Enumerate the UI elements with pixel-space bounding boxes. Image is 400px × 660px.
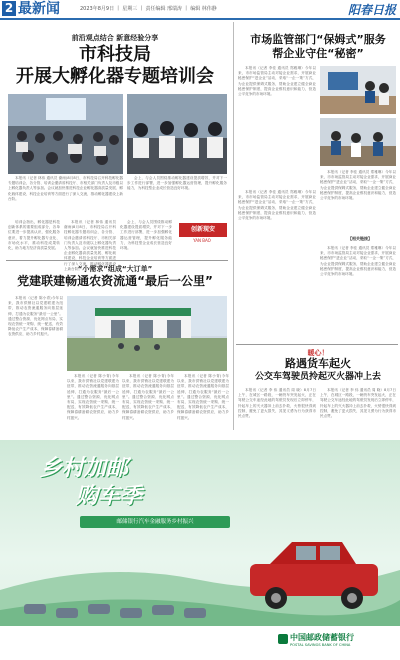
rural-supply-photo-art [67, 296, 227, 371]
article4-paragraph: 本报讯（记者 李 伟 通讯员 周 晓）8月7日上午，在城区一路段，一辆货车突发起火，正在驾驶公交车途经此地的驾驶员发现后立即停车，拎起车上的灭火器冲上前去扑救，火势很快得到控制，避免了更大损失，其见义勇为行为获得市民点赞。 [238, 388, 316, 419]
article3-headline-1: 市场监管部门“保姆式”服务 [250, 33, 386, 46]
page-number: 2 [2, 1, 16, 16]
ad-slogan: 邮储银行汽车金融服务乡村振兴 [80, 516, 230, 528]
article4-headline-2: 公交车驾驶员拎起灭火器冲上去 [254, 372, 381, 382]
article1-paragraph: 本报讯（记者 林伟 通讯员 谢雨)8月8日，市科技局召开科技孵化器专题培训会，各分管、培训会邀请省科技厅、市相关部门负责人及市级以上孵化器负责人等参加。会议就加快推进科技企业孵化器高质量发展、孵化载体建设、科技企业培育等方面进行了深入交流，推动孵化器建设上新台阶。 [8, 176, 123, 201]
article3-body-col3 [238, 190, 316, 340]
article1-body-col4 [64, 220, 116, 271]
issue-info: 2023年8月9日 丨 星期三 丨 责任编辑 邢瑞涛 丨 编辑 林伟静 [80, 6, 217, 12]
article1-body-col3 [8, 220, 60, 258]
article4-body-col2 [320, 388, 396, 430]
article4-paragraph: 本报讯（记者 李 伟 通讯员 周 晓）8月7日上午，在城区一路段，一辆货车突发起火，正在驾驶公交车途经此地的驾驶员发现后立即停车，拎起车上的灭火器冲上前去扑救，火势很快得到控制，避免了更大损失，其见义勇为行为获得市民点赞。 [320, 388, 396, 419]
article3-headline-2: 帮企业守住“秘密” [272, 47, 364, 60]
article1-paragraph: 会上，与会人员围绕推动孵化器建设提质增效，并对下一步工作进行部署，进一步加强孵化器运营管理，提升孵化服务能力，为科技型企业成长营造良好环境。 [120, 220, 172, 251]
article4-kicker: 暖心！ [307, 349, 329, 357]
article1-paragraph: 会上，与会人员围绕推动孵化器建设提质增效，并对下一步工作进行部署，进一步加强孵化器运营管理，提升孵化服务能力，为科技型企业成长营造良好环境。 [127, 176, 227, 191]
page-header [0, 0, 400, 20]
bank-name: 中国邮政储蓄银行 [290, 633, 354, 642]
article1-paragraph: 本报讯（记者 林伟 通讯员 谢雨)8月8日，市科技局召开科技孵化器专题培训会，各分管、培训会邀请省科技厅、市相关部门负责人及市级以上孵化器负责人等参加。会议就加快推进科技企业孵化器高质量发展、孵化载体建设、科技企业培育等方面进行了深入交流，推动孵化器建设上新台阶。 [64, 220, 116, 271]
rural-supply-photo [67, 296, 227, 371]
article1-body-col5 [120, 220, 172, 258]
postal-bank-icon [278, 634, 288, 644]
article4-headline-1: 路遇货车起火 [285, 357, 351, 370]
article2-body-col2 [67, 374, 119, 426]
article2-headline: 党建联建畅通农资流通“最后一公里” [17, 274, 213, 288]
article3-body-col2 [320, 170, 396, 230]
article2-paragraph: 本报讯（记者 陈小青)今年以来，我市供销社以党建联建为纽带，推动农资流通服务向基层延伸，打通为农服务“最后一公里”。通过整合资源、优化网点布局，实现农资统一采购、统一配送，有效降低农户生产成本，保障春耕备耕农资供应，助力乡村振兴。 [177, 374, 229, 420]
brand-badge-sub: YAN BAO [193, 238, 211, 243]
divider [6, 260, 228, 261]
article1-body-col2 [127, 176, 227, 218]
article2-paragraph: 本报讯（记者 陈小青)今年以来，我市供销社以党建联建为纽带，推动农资流通服务向基层延伸，打通为农服务“最后一公里”。通过整合资源、优化网点布局，实现农资统一采购、统一配送，有效降低农户生产成本，保障春耕备耕农资供应，助力乡村振兴。 [122, 374, 174, 420]
column-divider [233, 22, 234, 430]
article3-paragraph: 本报讯（记者 李佳 通讯员 郑雅琳）今年以来，市市场监管局主动对接企业需求，开展商业秘密保护“进企业”活动，采取“一企一策”方式，为企业提供保姆式服务，帮助企业建立健全商业秘密保护制度，提高企业维权意识和能力，营造公平竞争的市场环境。 [320, 170, 396, 201]
article3-related-body [320, 246, 396, 341]
office-visit-photo-2-art [320, 118, 396, 166]
ad-title-1: 乡村加邮 [40, 456, 129, 481]
article1-body-col1 [8, 176, 123, 218]
article1-paragraph: 培训会指出，孵化器是科技创新体系的重要组成部分，各单位要进一步提高认识，强化服务意识，着力提升孵化器专业化、市场化水平，推动科技成果转化，助力地方经济高质量发展。 [8, 220, 60, 251]
article4-body-col1 [238, 388, 316, 430]
brand-badge: 创新现安 [178, 222, 228, 238]
article2-paragraph: 本报讯（记者 陈小青)今年以来，我市供销社以党建联建为纽带，推动农资流通服务向基层延伸，打通为农服务“最后一公里”。通过整合资源、优化网点布局，实现农资统一采购、统一配送，有效降低农户生产成本，保障春耕备耕农资供应，助力乡村振兴。 [67, 374, 119, 420]
training-meeting-photo-art [8, 94, 123, 174]
article3-paragraph: 本报讯（记者 李佳 通讯员 郑雅琳）今年以来，市市场监管局主动对接企业需求，开展商业秘密保护“进企业”活动，采取“一企一策”方式，为企业提供保姆式服务，帮助企业建立健全商业秘密保护制度，提高企业维权意识和能力，营造公平竞争的市场环境。 [320, 246, 396, 277]
article3-body-col1 [238, 66, 316, 186]
newspaper-logo: 阳春日报 [347, 3, 396, 17]
participants-photo [127, 94, 227, 174]
article1-kicker: 前沿观点结合 新意经验分享 [71, 34, 159, 42]
office-visit-photo-1-art [320, 66, 396, 114]
article2-body-col3 [122, 374, 174, 426]
article2-body-col1 [8, 296, 63, 426]
article1-headline-1: 市科技局 [79, 44, 151, 65]
article1-headline-2: 开展大孵化器专题培训会 [16, 66, 214, 87]
article3-paragraph: 本报讯（记者 李佳 通讯员 郑雅琳）今年以来，市市场监管局主动对接企业需求，开展商业秘密保护“进企业”活动，采取“一企一策”方式，为企业提供保姆式服务，帮助企业建立健全商业秘密保护制度，提高企业维权意识和能力，营造公平竞争的市场环境。 [238, 190, 316, 221]
article2-paragraph: 本报讯（记者 陈小青)今年以来，我市供销社以党建联建为纽带，推动农资流通服务向基层延伸，打通为农服务“最后一公里”。通过整合资源、优化网点布局，实现农资统一采购、统一配送，有效降低农户生产成本，保障春耕备耕农资供应，助力乡村振兴。 [8, 296, 63, 337]
related-link-heading: 【相关链接】 [348, 236, 372, 241]
training-meeting-photo [8, 94, 123, 174]
office-visit-photo-1 [320, 66, 396, 114]
divider [236, 344, 398, 345]
ad-title-2: 购车季 [76, 484, 143, 509]
article2-kicker: “小需求”组成“大订单” [77, 265, 153, 273]
bank-name-en: POSTAL SAVINGS BANK OF CHINA [290, 643, 351, 647]
article3-paragraph: 本报讯（记者 李佳 通讯员 郑雅琳）今年以来，市市场监管局主动对接企业需求，开展商业秘密保护“进企业”活动，采取“一企一策”方式，为企业提供保姆式服务，帮助企业建立健全商业秘密保护制度，提高企业维权意识和能力，营造公平竞争的市场环境。 [238, 66, 316, 97]
participants-photo-art [127, 94, 227, 174]
section-title: 最新闻 [18, 1, 60, 17]
article2-body-col4 [177, 374, 229, 426]
office-visit-photo-2 [320, 118, 396, 166]
